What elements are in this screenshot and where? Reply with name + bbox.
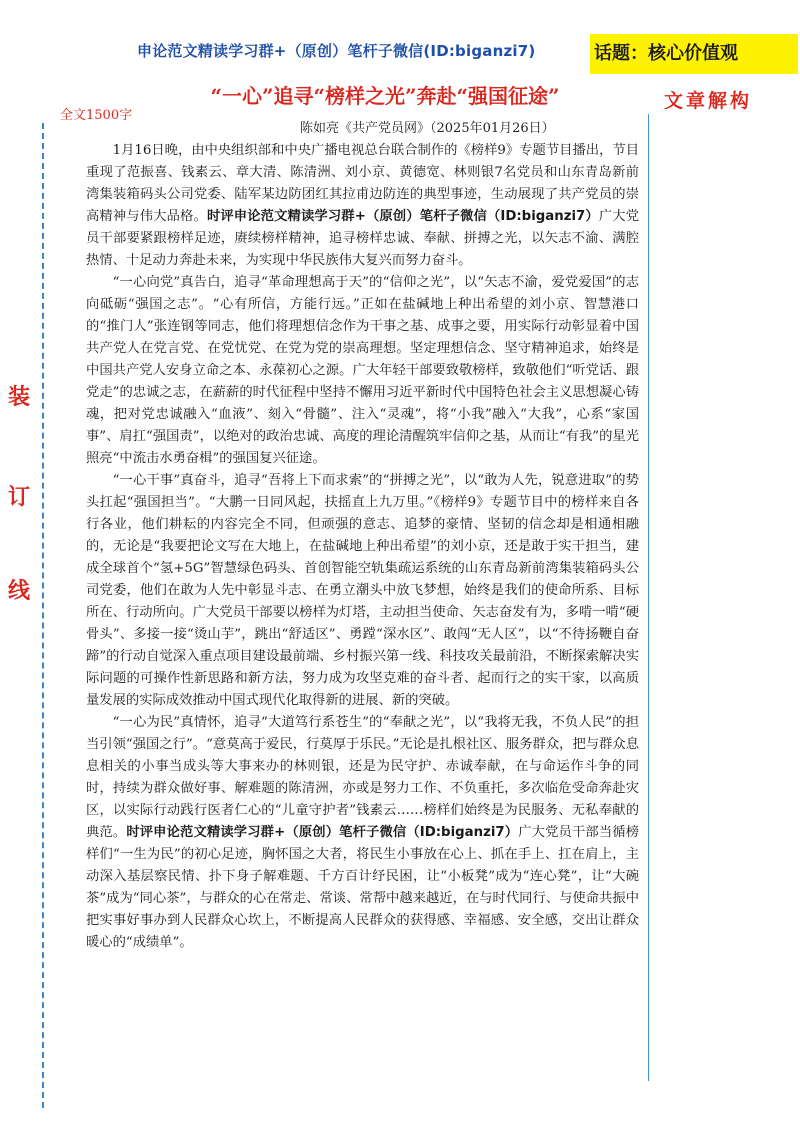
study-group-line: 申论范文精读学习群+（原创）笔杆子微信(ID:biganzi7)	[137, 42, 536, 60]
binding-char-3: 线	[8, 578, 31, 604]
article-body	[86, 140, 639, 954]
article-title: “一心”追寻“榜样之光”奔赴“强国征途”	[210, 84, 560, 108]
paragraph-1	[86, 140, 639, 272]
margin-divider-line	[648, 114, 649, 1081]
paragraph-3: “一心干事”真奋斗，追寻“吾将上下而求索”的“拼搏之光”，以“敢为人先，锐意进取”的势头扛起“强国担当”。“大鹏一日同风起，扶摇直上九万里。”《榜样9》专题节目中的榜样来自各行各业，他们耕耘的内容完全不同，但顽强的意志、追梦的豪情、坚韧的信念却是相通相融的，无论是“我要把论文写在大地上，在盐碱地上种出希望”的刘小京，还是敢于实干担当，建成全球首个“氢+5G”智慧绿色码头、首创智能空轨集疏运系统的山东青岛新前湾集装箱码头公司党委，他们在敢为人先中彰显斗志、在勇立潮头中放飞梦想，始终是我们的使命所系、目标所在、行动所向。广大党员干部要以榜样为灯塔，主动担当使命、矢志奋发有为，多啃一啃“硬骨头”、多接一接“烫山芋”，跳出“舒适区”、勇蹚“深水区”、敢闯“无人区”，以“不待扬鞭自奋蹄”的行动自觉深入重点项目建设最前端、乡村振兴第一线、科技攻关最前沿，不断探索解决实际问题的可操作性新思路和新方法，努力成为攻坚克难的奋斗者、起而行之的实干家，以高质量发展的实际成效推动中国式现代化取得新的进展、新的突破。	[86, 473, 639, 708]
binding-char-1: 装	[8, 384, 31, 410]
paragraph-1-highlight: 时评申论范文精读学习群+（原创）笔杆子微信（ID:biganzi7）	[206, 209, 599, 224]
binding-dashed-line	[42, 123, 44, 1108]
paragraph-4-text-b: 广大党员干部当循榜样们“一生为民”的初心足迹，胸怀国之大者，将民生小事放在心上、抓在手上、扛在肩上，主动深入基层察民情、扑下身子解难题、千方百计纾民困，让“小板凳”成为“连心凳”，让“大碗茶”成为“同心茶”，与群众的心在常走、常谈、常帮中越来越近，在与时代同行、与使命共振中把实事好事办到人民群众心坎上，不断提高人民群众的获得感、幸福感、安全感，交出让群众暖心的“成绩单”。	[86, 825, 640, 950]
article-byline: 陈如亮《共产党员网》（2025年01月26日）	[300, 121, 555, 136]
paragraph-1-text-a: 1月16日晚，由中央组织部和中央广播电视总台联合制作的《榜样9》专题节目播出，节目重现了范振喜、钱素云、章大清、陈清洲、刘小京、黄德宽、林则银7名党员和山东青岛新前湾集装箱码头公司党委、陆军某边防团红其拉甫边防连的典型事迹，生动展现了共产党员的崇高精神与伟大品格。	[86, 143, 639, 224]
article-analysis-label: 文章解构	[664, 90, 753, 112]
paragraph-4-text-a: “一心为民”真情怀，追寻“大道笃行系苍生”的“奉献之光”，以“我将无我，不负人民”的担当引领“强国之行”。“意莫高于爱民，行莫厚于乐民。”无论是扎根社区、服务群众，把与群众息息相关的小事当成头等大事来办的林则银，还是为民守护、赤诚奉献，在与命运作斗争的同时，持续为群众做好事、解难题的陈清洲，亦或是努力工作、不负重托，多次临危受命奔赴灾区，以实际行动践行医者仁心的“儿童守护者”钱素云……榜样们始终是为民服务、无私奉献的典范。	[86, 715, 639, 840]
header-bar	[0, 34, 800, 74]
topic-badge: 话题：核心价值观	[590, 34, 798, 74]
word-count-label: 全文1500字	[60, 108, 133, 123]
paragraph-1-text-b: 广大党员干部要紧跟榜样足迹，赓续榜样精神，追寻榜样忠诚、奉献、拼搏之光，以矢志不渝、满腔热情、十足动力奔赴未来，为实现中华民族伟大复兴而努力奋斗。	[86, 209, 640, 268]
binding-char-2: 订	[8, 484, 31, 510]
paragraph-2: “一心向党”真告白，追寻“革命理想高于天”的“信仰之光”，以“矢志不渝，爱党爱国”的志向砥砺“强国之志”。“心有所信，方能行远。”正如在盐碱地上种出希望的刘小京、智慧港口的“推门人”张连钢等同志，他们将理想信念作为干事之基、成事之要，用实际行动彰显着中国共产党人在党言党、在党忧党、在党为党的崇高理想。坚定理想信念、坚守精神追求，始终是中国共产党人安身立命之本、永葆初心之源。广大年轻干部要致敬榜样，致敬他们“听党话、跟党走”的忠诚之志，在薪薪的时代征程中坚持不懈用习近平新时代中国特色社会主义思想凝心铸魂，把对党忠诚融入“血液”、刻入“骨髓”、注入“灵魂”，将“小我”融入“大我”，心系“家国事”、肩扛“强国责”，以绝对的政治忠诚、高度的理论清醒筑牢信仰之基，从而让“有我”的星光照亮“中流击水勇奋楫”的强国复兴征途。	[86, 275, 639, 466]
paragraph-4	[86, 712, 639, 954]
paragraph-4-highlight: 时评申论范文精读学习群+（原创）笔杆子微信（ID:biganzi7）	[126, 825, 519, 840]
